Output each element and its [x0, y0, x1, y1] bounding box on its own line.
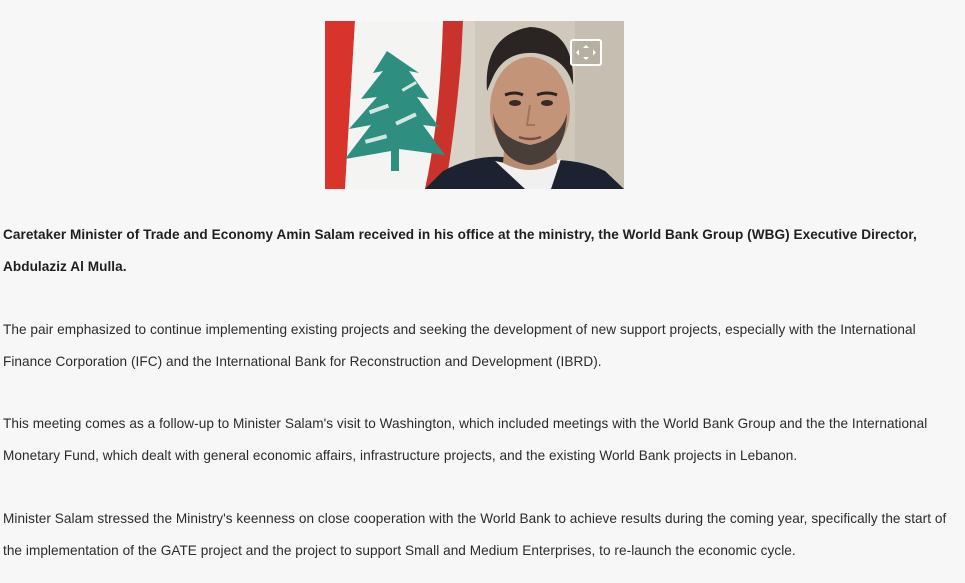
fullscreen-button[interactable]	[570, 39, 602, 66]
article-photo[interactable]	[325, 21, 624, 189]
article-paragraph: The pair emphasized to continue implementing existing projects and seeking the development of new support projects, especially with the International Finance Corporation (IFC) and the International Bank for Reconstruction and Development (IBRD).	[3, 322, 916, 369]
article-lead-paragraph: Caretaker Minister of Trade and Economy Amin Salam received in his office at the ministry, the World Bank Group (WBG) Executive Director, Abdulaziz Al Mulla.	[3, 227, 917, 274]
article-paragraph: Minister Salam stressed the Ministry's keenness on close cooperation with the World Bank to achieve results during the coming year, specifically the start of the implementation of the GATE project and the project to support Small and Medium Enterprises, to re-launch the economic cycle.	[3, 511, 947, 558]
article-paragraph: This meeting comes as a follow-up to Minister Salam's visit to Washington, which included meetings with the World Bank Group and the the International Monetary Fund, which dealt with general economic affairs, infrastructure projects, and the existing World Bank projects in Lebanon.	[3, 416, 928, 463]
fullscreen-icon	[572, 41, 600, 64]
